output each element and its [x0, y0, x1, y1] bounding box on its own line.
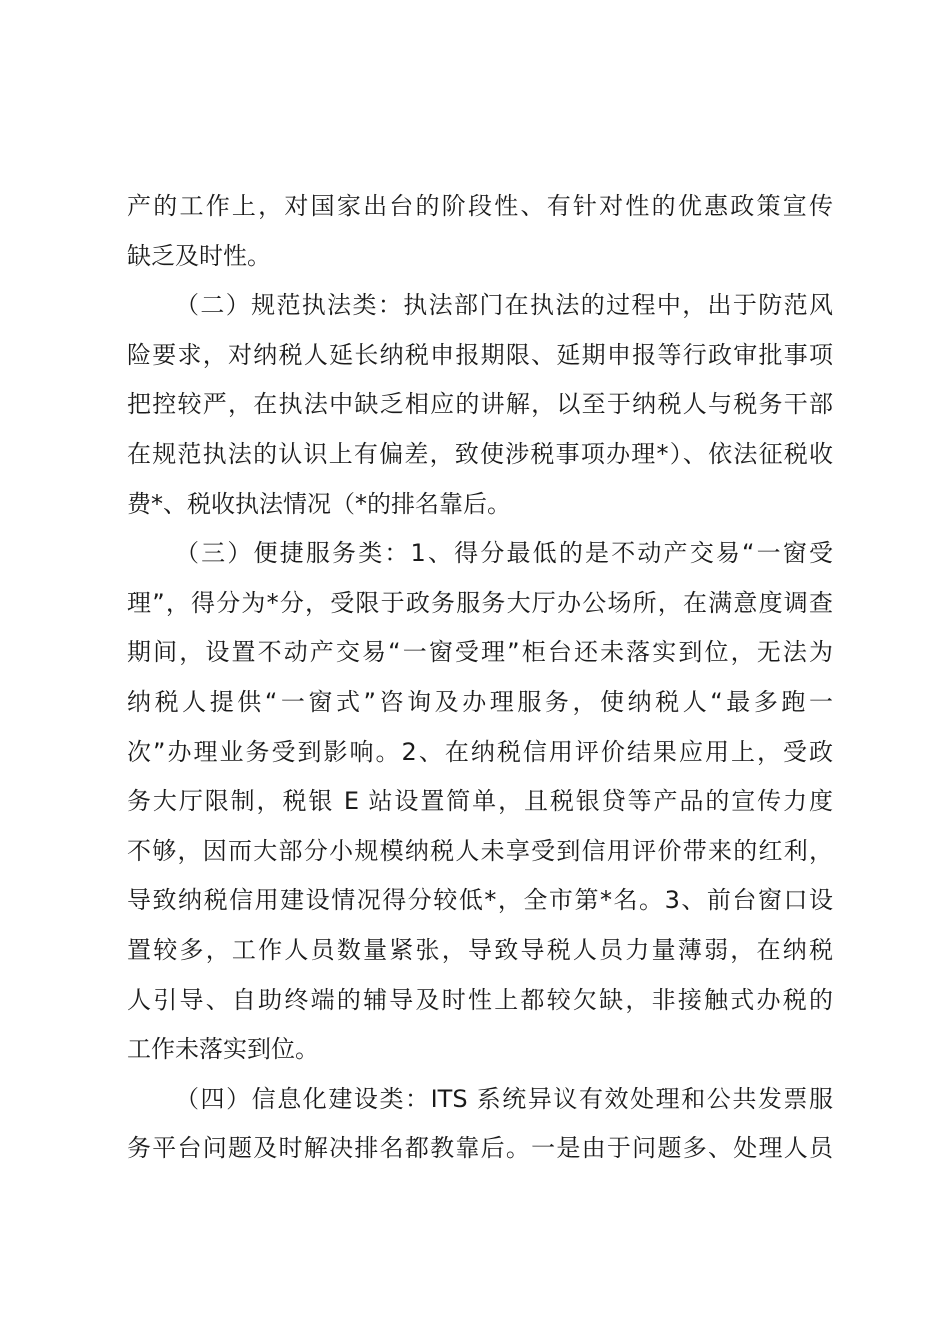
paragraph-line: （四）信息化建设类：ITS 系统异议有效处理和公共发票服: [175, 1084, 833, 1113]
paragraph-line: 理”，得分为*分，受限于政务服务大厅办公场所，在满意度调查: [127, 588, 833, 617]
paragraph-continuation: [127, 182, 833, 281]
paragraph-line: （二）规范执法类：执法部门在执法的过程中，出于防范风: [175, 291, 833, 320]
paragraph-line: 务平台问题及时解决排名都教靠后。一是由于问题多、处理人员: [127, 1134, 833, 1163]
paragraph-line: 期间，设置不动产交易“一窗受理”柜台还未落实到位，无法为: [127, 638, 833, 667]
paragraph-line: 在规范执法的认识上有偏差，致使涉税事项办理*）、依法征税收: [127, 439, 833, 468]
paragraph-line: 次”办理业务受到影响。2、在纳税信用评价结果应用上，受政: [127, 737, 833, 766]
paragraph-line: 费*、税收执法情况（*的排名靠后。: [127, 489, 511, 518]
paragraph-line: 产的工作上，对国家出台的阶段性、有针对性的优惠政策宣传: [127, 192, 833, 220]
paragraph-regulated-enforcement: [127, 281, 833, 529]
paragraph-line: （三）便捷服务类：1、得分最低的是不动产交易“一窗受: [175, 539, 833, 568]
paragraph-convenient-service: [127, 529, 833, 1075]
paragraph-line: 不够，因而大部分小规模纳税人未享受到信用评价带来的红利，: [127, 836, 833, 865]
paragraph-line: 把控较严，在执法中缺乏相应的讲解，以至于纳税人与税务干部: [127, 390, 833, 419]
paragraph-line: 导致纳税信用建设情况得分较低*，全市第*名。3、前台窗口设: [127, 886, 833, 915]
paragraph-line: 置较多，工作人员数量紧张，导致导税人员力量薄弱，在纳税: [127, 935, 833, 964]
paragraph-line: 险要求，对纳税人延长纳税申报期限、延期申报等行政审批事项: [127, 340, 833, 369]
paragraph-line: 缺乏及时性。: [127, 241, 271, 270]
document-body: [127, 182, 833, 1174]
paragraph-line: 工作未落实到位。: [127, 1035, 319, 1064]
paragraph-line: 纳税人提供“一窗式”咨询及办理服务，使纳税人“最多跑一: [127, 687, 833, 716]
paragraph-line: 人引导、自助终端的辅导及时性上都较欠缺，非接触式办税的: [127, 985, 833, 1014]
paragraph-informatization: [127, 1075, 833, 1174]
paragraph-line: 务大厅限制，税银 E 站设置简单，且税银贷等产品的宣传力度: [127, 787, 833, 816]
